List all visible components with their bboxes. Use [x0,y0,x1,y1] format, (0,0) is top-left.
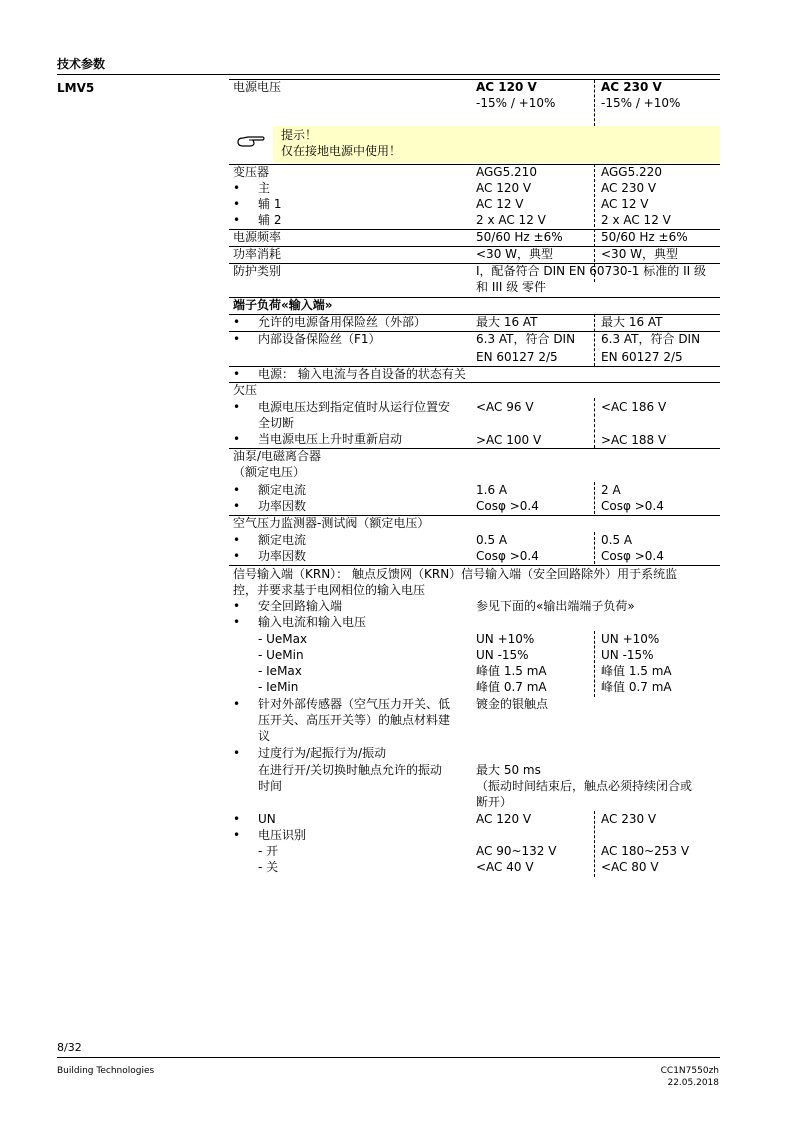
protection-value-2: 和 III 级 零件 [476,280,547,294]
undervoltage-item2-c2: >AC 188 V [601,433,667,447]
fuse-int-c1a: 6.3 AT，符合 DIN [476,332,576,346]
contact-label-1: 针对外部传感器（空气压力开关、低 [258,697,451,711]
bullet: • [233,828,241,842]
fuse-ext-c2: 最大 16 AT [601,315,663,329]
air-current-label: 额定电流 [258,533,307,547]
air-label: 空气压力监测器-测试阀（额定电压） [233,516,430,530]
undervoltage-item1-c1: <AC 96 V [476,400,534,414]
transformer-c2-aux2: 2 x AC 12 V [601,213,671,227]
bullet: • [233,697,241,711]
column-divider [594,482,595,514]
voltage-id-label: 电压识别 [258,828,307,842]
transformer-c2-aux1: AC 12 V [601,197,649,211]
bullet: • [233,533,241,547]
bullet: • [233,400,241,414]
frequency-label: 电源频率 [233,230,282,244]
contact-value: 镀金的银触点 [476,697,549,711]
undervoltage-item2-c1: >AC 100 V [476,433,542,447]
air-current-c1: 0.5 A [476,533,508,547]
io-row-c1: UN -15% [476,648,529,662]
title-rule [57,74,720,75]
fuse-ext-label: 允许的电源备用保险丝（外部） [258,315,427,329]
signal-line-2: 控，并要求基于电网相位的输入电压 [233,583,426,597]
io-row-c1: 峰值 1.5 mA [476,664,547,678]
power-col1-head: AC 120 V [476,80,537,94]
power-col1-tol: -15% / +10% [476,96,556,110]
io-row-c2: UN -15% [601,648,654,662]
bullet: • [233,615,241,629]
bullet: • [233,812,241,826]
air-pf-c2: Cosφ >0.4 [601,549,664,563]
undervoltage-item2: 当电源电压上升时重新启动 [258,432,403,446]
io-label: 输入电流和输入电压 [258,615,367,629]
air-pf-label: 功率因数 [258,549,307,563]
transformer-main: 主 [258,181,271,195]
column-divider [594,532,595,564]
io-row-name: - UeMin [258,648,304,662]
column-divider [594,631,595,697]
undervoltage-item1-c2: <AC 186 V [601,400,667,414]
fuse-ext-c1: 最大 16 AT [476,315,538,329]
pump-current-c2: 2 A [601,483,621,497]
footer-date: 22.05.2018 [667,1078,719,1088]
transformer-c2-main: AC 230 V [601,181,657,195]
un-label: UN [258,812,276,826]
hint-line2: 仅在接地电源中使用！ [281,144,402,158]
io-row-c1: UN +10% [476,632,535,646]
bullet: • [233,483,241,497]
bullet: • [233,213,241,227]
bullet: • [233,197,241,211]
io-row-c2: 峰值 1.5 mA [601,664,672,678]
power-col2-head: AC 230 V [601,80,662,94]
io-row-c1: 峰值 0.7 mA [476,680,547,694]
bullet: • [233,181,241,195]
fuse-int-c1b: EN 60127 2/5 [476,350,558,364]
pump-pf-label: 功率因数 [258,499,307,513]
bullet: • [233,499,241,513]
page-title: 技术参数 [57,57,106,71]
bullet: • [233,549,241,563]
row-rule [229,382,720,383]
frequency-c1: 50/60 Hz ±6% [476,230,563,244]
off-c1: <AC 40 V [476,860,534,874]
footer-company: Building Technologies [57,1066,155,1076]
bullet: • [233,746,241,760]
transformer-c1-aux1: AC 12 V [476,197,524,211]
bullet: • [233,332,241,346]
io-row-name: - IeMax [258,664,302,678]
transient-label-2: 在进行开/关切换时触点允许的振动 [258,763,443,777]
transformer-c1-aux2: 2 x AC 12 V [476,213,546,227]
air-current-c2: 0.5 A [601,533,633,547]
hint-line1: 提示！ [281,128,318,142]
transient-value-2: （振动时间结束后，触点必须持续闭合或 [476,779,693,793]
bullet: • [233,315,241,329]
page-number: 8/32 [57,1041,82,1054]
io-row-name: - IeMin [258,680,299,694]
pointing-hand-icon [236,134,266,150]
mains-note: 电源： 输入电流与各自设备的状态有关 [258,367,466,381]
on-c1: AC 90~132 V [476,844,557,858]
protection-value-1: I，配备符合 DIN EN 60730-1 标准的 II 级 [476,264,706,278]
protection-label: 防护类别 [233,264,282,278]
undervoltage-item1b: 全切断 [258,416,295,430]
pump-current-label: 额定电流 [258,483,307,497]
footer-doc-number: CC1N7550zh [660,1066,719,1076]
safety-circuit-value: 参见下面的«输出端端子负荷» [476,599,635,613]
consumption-label: 功率消耗 [233,247,282,261]
fuse-int-c2b: EN 60127 2/5 [601,350,683,364]
transformer-c2-type: AGG5.220 [601,165,662,179]
transient-label-3: 时间 [258,779,283,793]
undervoltage-item1a: 电源电压达到指定值时从运行位置安 [258,400,451,414]
undervoltage-label: 欠压 [233,383,258,397]
column-divider [594,314,595,366]
air-pf-c1: Cosφ >0.4 [476,549,539,563]
consumption-c1: <30 W，典型 [476,247,554,261]
pump-pf-c2: Cosφ >0.4 [601,499,664,513]
column-divider [594,398,595,448]
io-row-c2: 峰值 0.7 mA [601,680,672,694]
transient-value-1: 最大 50 ms [476,763,541,777]
pump-pf-c1: Cosφ >0.4 [476,499,539,513]
transient-label-1: 过度行为/起振行为/振动 [258,746,387,760]
io-row-c2: UN +10% [601,632,660,646]
transformer-c1-type: AGG5.210 [476,165,537,179]
pump-label-1: 油泵/电磁离合器 [233,449,322,463]
transformer-label: 变压器 [233,165,270,179]
off-label: - 关 [258,860,279,874]
bullet: • [233,367,241,381]
transient-value-3: 断开） [476,795,513,809]
io-row-name: - UeMax [258,632,308,646]
pump-current-c1: 1.6 A [476,483,508,497]
contact-label-3: 议 [258,729,271,743]
frequency-c2: 50/60 Hz ±6% [601,230,688,244]
power-col2-tol: -15% / +10% [601,96,681,110]
terminal-heading: 端子负荷«输入端» [233,298,333,312]
model-label: LMV5 [57,81,95,95]
footer-rule [57,1057,720,1058]
un-c1: AC 120 V [476,812,532,826]
pump-label-2: （额定电压） [233,465,306,479]
fuse-int-c2a: 6.3 AT，符合 DIN [601,332,701,346]
fuse-int-label: 内部设备保险丝（F1） [258,332,381,346]
column-divider [594,811,595,877]
un-c2: AC 230 V [601,812,657,826]
column-divider [594,80,595,126]
bullet: • [233,432,241,446]
transformer-c1-main: AC 120 V [476,181,532,195]
signal-line-1: 信号输入端（KRN）： 触点反馈网（KRN）信号输入端（安全回路除外）用于系统监 [233,567,678,581]
transformer-aux1: 辅 1 [258,197,282,211]
on-label: - 开 [258,844,279,858]
safety-circuit-label: 安全回路输入端 [258,599,343,613]
bullet: • [233,599,241,613]
transformer-aux2: 辅 2 [258,213,282,227]
contact-label-2: 压开关、高压开关等）的触点材料建 [258,713,451,727]
on-c2: AC 180~253 V [601,844,690,858]
power-voltage-label: 电源电压 [233,80,282,94]
consumption-c2: <30 W，典型 [601,247,679,261]
off-c2: <AC 80 V [601,860,659,874]
